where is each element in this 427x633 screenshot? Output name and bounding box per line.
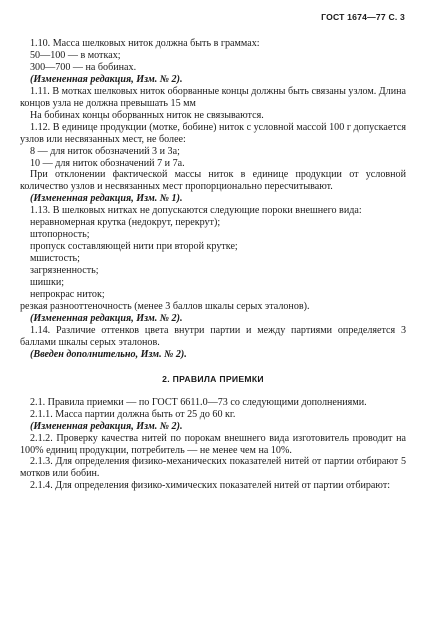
amendment-note: (Введен дополнительно, Изм. № 2). bbox=[30, 348, 187, 360]
paragraph-bobbins-ends: На бобинах концы оборванных ниток не связываются. bbox=[30, 109, 264, 121]
defect-item: непрокрас ниток; bbox=[30, 289, 105, 301]
amendment-note: (Измененная редакция, Изм. № 1). bbox=[30, 193, 183, 205]
amendment-note: (Измененная редакция, Изм. № 2). bbox=[30, 73, 183, 85]
defect-item: пропуск составляющей нити при второй крутке; bbox=[30, 241, 238, 253]
defect-item: загрязненность; bbox=[30, 265, 99, 277]
paragraph-deviation: При отклонении фактической массы ниток в единице продукции от условной количество узлов и несвязанных мест пропорционально пересчитывают. bbox=[20, 169, 406, 193]
paragraph-2-1-2: 2.1.2. Проверку качества нитей по порокам внешнего вида изготовитель проводит на 100% единиц продукции, потребитель — не менее чем на 10%. bbox=[20, 432, 406, 456]
page-header: ГОСТ 1674—77 С. 3 bbox=[321, 12, 405, 22]
paragraph-1-10: 1.10. Масса шелковых ниток должна быть в граммах: bbox=[30, 38, 260, 49]
defect-item: резкая разнооттеночность (менее 3 баллов шкалы серых эталонов). bbox=[20, 300, 310, 312]
defect-item: неравномерная крутка (недокрут, перекрут); bbox=[30, 217, 221, 229]
document-body bbox=[20, 38, 406, 492]
paragraph-1-12: 1.12. В единице продукции (мотке, бобине) ниток с условной массой 100 г допускается узлов или несвязанных мест, не более: bbox=[20, 121, 406, 145]
list-item-knots-3: 8 — для ниток обозначений 3 и 3а; bbox=[30, 145, 180, 157]
list-item-knots-7: 10 — для ниток обозначений 7 и 7а. bbox=[30, 157, 185, 169]
list-item-weight-bobbins: 300—700 — на бобинах. bbox=[30, 61, 137, 73]
defect-item: шишки; bbox=[30, 277, 65, 289]
section-title: 2. ПРАВИЛА ПРИЕМКИ bbox=[162, 373, 264, 384]
paragraph-2-1-4: 2.1.4. Для определения физико-химических показателей нитей от партии отбирают: bbox=[30, 480, 391, 492]
paragraph-1-13: 1.13. В шелковых нитках не допускаются следующие пороки внешнего вида: bbox=[30, 205, 362, 217]
paragraph-2-1-1: 2.1.1. Масса партии должна быть от 25 до 60 кг. bbox=[30, 408, 236, 420]
list-item-weight-skeins: 50—100 — в мотках; bbox=[30, 49, 121, 61]
defect-item: мшистость; bbox=[30, 253, 80, 265]
paragraph-1-11: 1.11. В мотках шелковых ниток оборванные концы должны быть связаны узлом. Длина концов узла не должна превышать 15 мм bbox=[20, 85, 406, 109]
paragraph-2-1: 2.1. Правила приемки — по ГОСТ 6611.0—73 со следующими дополнениями. bbox=[30, 396, 367, 408]
defect-item: штопорность; bbox=[30, 229, 90, 241]
paragraph-2-1-3: 2.1.3. Для определения физико-механических показателей нитей от партии отбирают 5 мотков или бобин. bbox=[20, 456, 406, 480]
amendment-note: (Измененная редакция, Изм. № 2). bbox=[30, 420, 183, 432]
paragraph-1-14: 1.14. Различие оттенков цвета внутри партии и между партиями определяется 3 баллами шкалы серых эталонов. bbox=[20, 324, 406, 348]
amendment-note: (Измененная редакция, Изм. № 2). bbox=[30, 312, 183, 324]
